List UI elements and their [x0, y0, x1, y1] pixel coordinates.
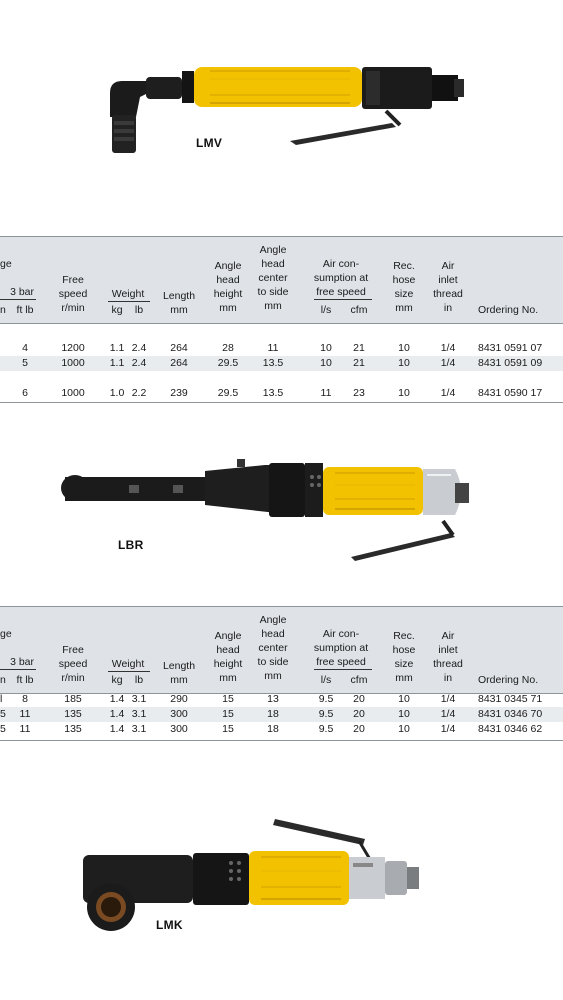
header-free-speed: Free speed r/min	[58, 274, 88, 314]
table-cell-cfm: 21	[353, 357, 365, 369]
table-cell-hose: 10	[398, 723, 410, 735]
table-cell-ahc: 11	[267, 342, 279, 354]
table-cell-ls: 10	[320, 357, 332, 369]
header-air-consumption: Air con- sumption at free speed	[313, 258, 369, 298]
header-cfm: cfm	[350, 674, 368, 686]
header-ft-lb: ft lb	[16, 674, 34, 686]
table-cell-ftlb: 4	[22, 342, 28, 354]
lbr-tool-image	[55, 455, 485, 570]
lmv-table-bottom-rule	[0, 402, 563, 403]
header-ls: l/s	[320, 674, 332, 686]
table-cell-ls: 9.5	[318, 708, 334, 720]
header-kg: kg	[111, 304, 123, 316]
table-cell-ahc: 18	[267, 708, 279, 720]
header-weight-underline	[108, 671, 150, 672]
table-cell-kg: 1.4	[109, 708, 125, 720]
table-row	[0, 356, 563, 371]
table-cell-cfm: 20	[353, 708, 365, 720]
table-cell-speed: 135	[64, 708, 82, 720]
table-cell-order: 8431 0346 62	[478, 723, 543, 735]
table-cell-ahh: 29.5	[217, 357, 239, 369]
table-row	[0, 386, 563, 401]
table-cell-speed: 1200	[61, 342, 85, 354]
table-cell-speed: 1000	[61, 387, 85, 399]
header-units-trunc: n	[0, 674, 6, 686]
table-cell-speed: 135	[64, 723, 82, 735]
header-angle-head-center: Angle head center to side mm	[257, 244, 289, 312]
table-cell-lb: 3.1	[131, 693, 147, 705]
header-air-inlet: Air inlet thread in	[433, 260, 463, 314]
table-cell-hose: 10	[398, 708, 410, 720]
table-cell-ls: 11	[320, 387, 332, 399]
table-cell-length: 239	[170, 387, 188, 399]
header-air-underline	[314, 299, 372, 300]
lmk-label: LMK	[156, 918, 183, 932]
header-kg: kg	[111, 674, 123, 686]
lbr-spec-table	[0, 606, 563, 742]
lmk-tool-image	[75, 815, 435, 935]
table-cell-hose: 10	[398, 357, 410, 369]
table-cell-order: 8431 0591 07	[478, 342, 543, 354]
table-cell-inlet: 1/4	[440, 387, 456, 399]
table-cell-length: 290	[170, 693, 188, 705]
table-cell-ls: 9.5	[318, 693, 334, 705]
table-cell-kg: 1.4	[109, 693, 125, 705]
lbr-table-header	[0, 606, 563, 694]
table-cell-inlet: 1/4	[440, 708, 456, 720]
table-cell-lb: 3.1	[131, 723, 147, 735]
table-cell-ahh: 29.5	[217, 387, 239, 399]
header-weight: Weight	[111, 288, 145, 300]
header-ordering: Ordering No.	[478, 674, 539, 686]
header-length: Length mm	[162, 660, 196, 686]
header-weight-underline	[108, 301, 150, 302]
table-cell-ahh: 15	[222, 693, 234, 705]
table-cell-hose: 10	[398, 693, 410, 705]
table-cell-lb: 2.4	[131, 357, 147, 369]
table-cell-order: 8431 0591 09	[478, 357, 543, 369]
header-lb: lb	[134, 304, 144, 316]
table-cell-kg: 1.1	[109, 342, 125, 354]
header-torque-trunc: ge	[0, 628, 12, 640]
table-cell-length: 264	[170, 357, 188, 369]
table-row	[0, 707, 563, 722]
table-cell-length: 264	[170, 342, 188, 354]
table-cell-hose: 10	[398, 342, 410, 354]
table-row	[0, 722, 563, 737]
header-air-consumption: Air con- sumption at free speed	[313, 628, 369, 668]
table-cell-kg: 1.4	[109, 723, 125, 735]
table-row	[0, 341, 563, 356]
lbr-label: LBR	[118, 538, 144, 552]
table-cell-cfm: 21	[353, 342, 365, 354]
table-cell-ahh: 15	[222, 708, 234, 720]
table-cell-ftlb: 11	[19, 723, 31, 735]
header-ft-lb: ft lb	[16, 304, 34, 316]
table-cell-length: 300	[170, 723, 188, 735]
table-cell-kg: 1.0	[109, 387, 125, 399]
table-row	[0, 371, 563, 386]
header-weight: Weight	[111, 658, 145, 670]
header-units-trunc: n	[0, 304, 6, 316]
header-length: Length mm	[162, 290, 196, 316]
header-lb: lb	[134, 674, 144, 686]
header-angle-head-height: Angle head height mm	[213, 630, 243, 684]
table-cell-ahh: 28	[222, 342, 234, 354]
table-cell-cfm: 23	[353, 387, 365, 399]
lbr-table-bottom-rule	[0, 740, 563, 741]
table-cell-n: l	[0, 693, 3, 705]
table-cell-order: 8431 0590 17	[478, 387, 543, 399]
table-cell-kg: 1.1	[109, 357, 125, 369]
header-free-speed: Free speed r/min	[58, 644, 88, 684]
header-ordering: Ordering No.	[478, 304, 539, 316]
table-cell-ahh: 15	[222, 723, 234, 735]
header-torque-trunc: ge	[0, 258, 12, 270]
header-bar: 3 bar	[10, 656, 34, 668]
table-cell-order: 8431 0346 70	[478, 708, 543, 720]
table-cell-inlet: 1/4	[440, 723, 456, 735]
table-cell-ls: 10	[320, 342, 332, 354]
table-cell-inlet: 1/4	[440, 693, 456, 705]
header-rec-hose: Rec. hose size mm	[392, 630, 416, 684]
header-rec-hose: Rec. hose size mm	[392, 260, 416, 314]
table-cell-cfm: 20	[353, 693, 365, 705]
table-cell-hose: 10	[398, 387, 410, 399]
table-cell-ftlb: 11	[19, 708, 31, 720]
table-cell-lb: 2.4	[131, 342, 147, 354]
table-cell-lb: 3.1	[131, 708, 147, 720]
table-cell-ahc: 18	[267, 723, 279, 735]
table-row	[0, 692, 563, 707]
lmv-label: LMV	[196, 136, 223, 150]
table-cell-inlet: 1/4	[440, 342, 456, 354]
table-cell-order: 8431 0345 71	[478, 693, 543, 705]
table-cell-cfm: 20	[353, 723, 365, 735]
header-bar-underline	[0, 669, 36, 670]
table-cell-length: 300	[170, 708, 188, 720]
table-cell-ls: 9.5	[318, 723, 334, 735]
table-row	[0, 326, 563, 341]
table-cell-lb: 2.2	[131, 387, 147, 399]
header-air-inlet: Air inlet thread in	[433, 630, 463, 684]
table-cell-speed: 1000	[61, 357, 85, 369]
header-ls: l/s	[320, 304, 332, 316]
header-bar-underline	[0, 299, 36, 300]
table-cell-speed: 185	[64, 693, 82, 705]
table-cell-ftlb: 8	[22, 693, 28, 705]
table-cell-n: 5	[0, 723, 6, 735]
table-cell-ahc: 13	[267, 693, 279, 705]
header-air-underline	[314, 669, 372, 670]
lmv-table-header	[0, 236, 563, 324]
table-cell-n: 5	[0, 708, 6, 720]
table-cell-inlet: 1/4	[440, 357, 456, 369]
lmv-tool-image	[100, 45, 470, 165]
header-bar: 3 bar	[10, 286, 34, 298]
header-cfm: cfm	[350, 304, 368, 316]
header-angle-head-height: Angle head height mm	[213, 260, 243, 314]
header-angle-head-center: Angle head center to side mm	[257, 614, 289, 682]
table-cell-ftlb: 5	[22, 357, 28, 369]
table-cell-ftlb: 6	[22, 387, 28, 399]
table-cell-ahc: 13.5	[262, 357, 284, 369]
lmv-spec-table	[0, 236, 563, 404]
table-cell-ahc: 13.5	[262, 387, 284, 399]
